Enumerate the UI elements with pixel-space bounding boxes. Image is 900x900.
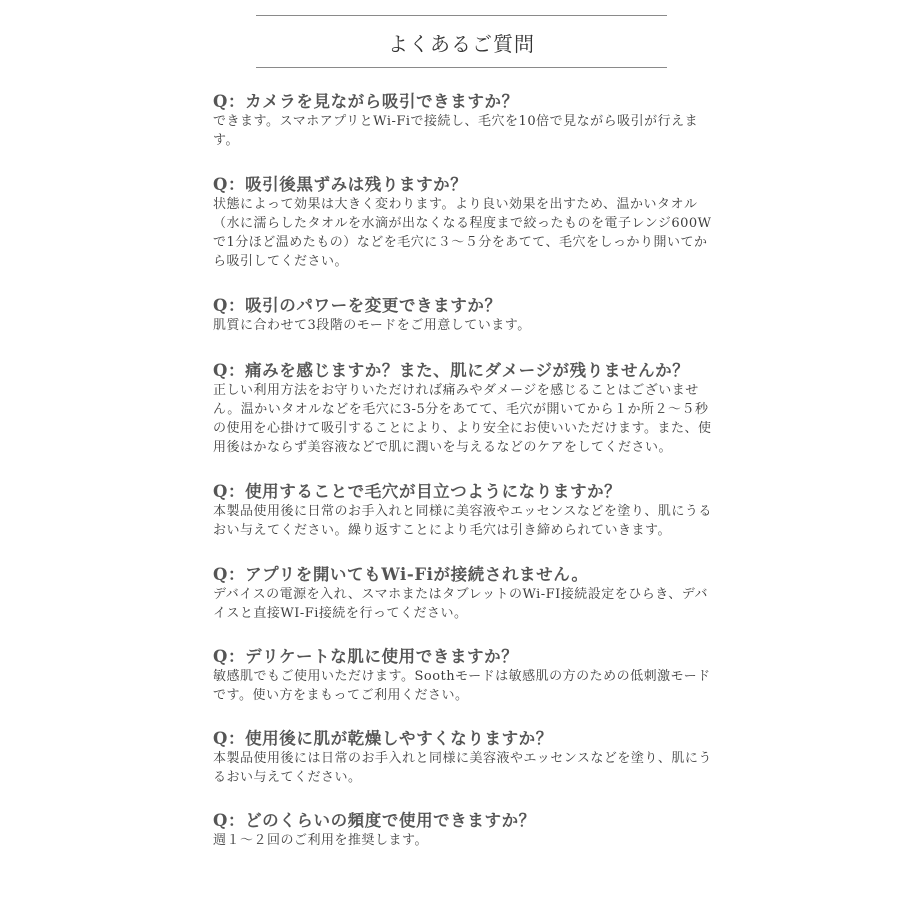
- faq-answer: 状態によって効果は大きく変わります。より良い効果を出すため、温かいタオル（水に濡らしたタオルを水滴が出なくなる程度まで絞ったものを電子レンジ600Wで1分ほど温めたもの）などを毛穴に３～５分をあてて、毛穴をしっかり開いてから吸引してください。: [213, 197, 712, 269]
- faq-question: Q：使用後に肌が乾燥しやすくなりますか？: [213, 729, 553, 748]
- faq-item: [213, 295, 713, 335]
- faq-item: [213, 174, 713, 271]
- page-title: よくあるご質問: [388, 32, 535, 56]
- faq-item: [213, 360, 713, 457]
- header-bottom-rule: [256, 67, 667, 68]
- faq-answer: 本製品使用後には日常のお手入れと同様に美容液やエッセンスなどを塗り、肌にうるおい与えてください。: [213, 751, 712, 785]
- faq-question: Q：吸引のパワーを変更できますか？: [213, 296, 502, 315]
- faq-answer: できます。スマホアプリとWi-Fiで接続し、毛穴を10倍で見ながら吸引が行えます。: [213, 114, 699, 148]
- faq-list: [213, 91, 713, 850]
- faq-question: Q：吸引後黒ずみは残りますか？: [213, 175, 468, 194]
- faq-question: Q：どのくらいの頻度で使用できますか？: [213, 811, 536, 830]
- faq-answer: 正しい利用方法をお守りいただければ痛みやダメージを感じることはございません。温かいタオルなどを毛穴に3-5分をあてて、毛穴が開いてから１か所２～５秒の使用を心掛けて吸引することにより、より安全にお使いいただけます。また、使用後はかならず美容液などで肌に潤いを与えるなどのケアをしてください。: [213, 383, 712, 455]
- faq-answer: デバイスの電源を入れ、スマホまたはタブレットのWi-FI接続設定をひらき、デバイスと直接WI-Fi接続を行ってください。: [213, 587, 708, 621]
- faq-item: [213, 91, 713, 150]
- faq-answer: 週１～２回のご利用を推奨します。: [213, 833, 428, 848]
- faq-item: [213, 728, 713, 787]
- faq-question: Q：アプリを開いてもWi-Fiが接続されません。: [213, 565, 589, 584]
- header-top-rule: [256, 15, 667, 16]
- faq-question: Q：痛みを感じますか？また、肌にダメージが残りませんか？: [213, 361, 690, 380]
- faq-answer: 肌質に合わせて3段階のモードをご用意しています。: [213, 318, 531, 333]
- faq-item: [213, 564, 713, 623]
- faq-answer: 敏感肌でもご使用いただけます。Soothモードは敏感肌の方のための低刺激モードです。使い方をまもってご利用ください。: [213, 669, 711, 703]
- faq-question: Q：使用することで毛穴が目立つようになりますか？: [213, 482, 622, 501]
- faq-question: Q：デリケートな肌に使用できますか？: [213, 647, 519, 666]
- faq-item: [213, 646, 713, 705]
- faq-item: [213, 481, 713, 540]
- faq-item: [213, 810, 713, 850]
- faq-question: Q：カメラを見ながら吸引できますか？: [213, 92, 519, 111]
- faq-answer: 本製品使用後に日常のお手入れと同様に美容液やエッセンスなどを塗り、肌にうるおい与えてください。繰り返すことにより毛穴は引き締められていきます。: [213, 504, 712, 538]
